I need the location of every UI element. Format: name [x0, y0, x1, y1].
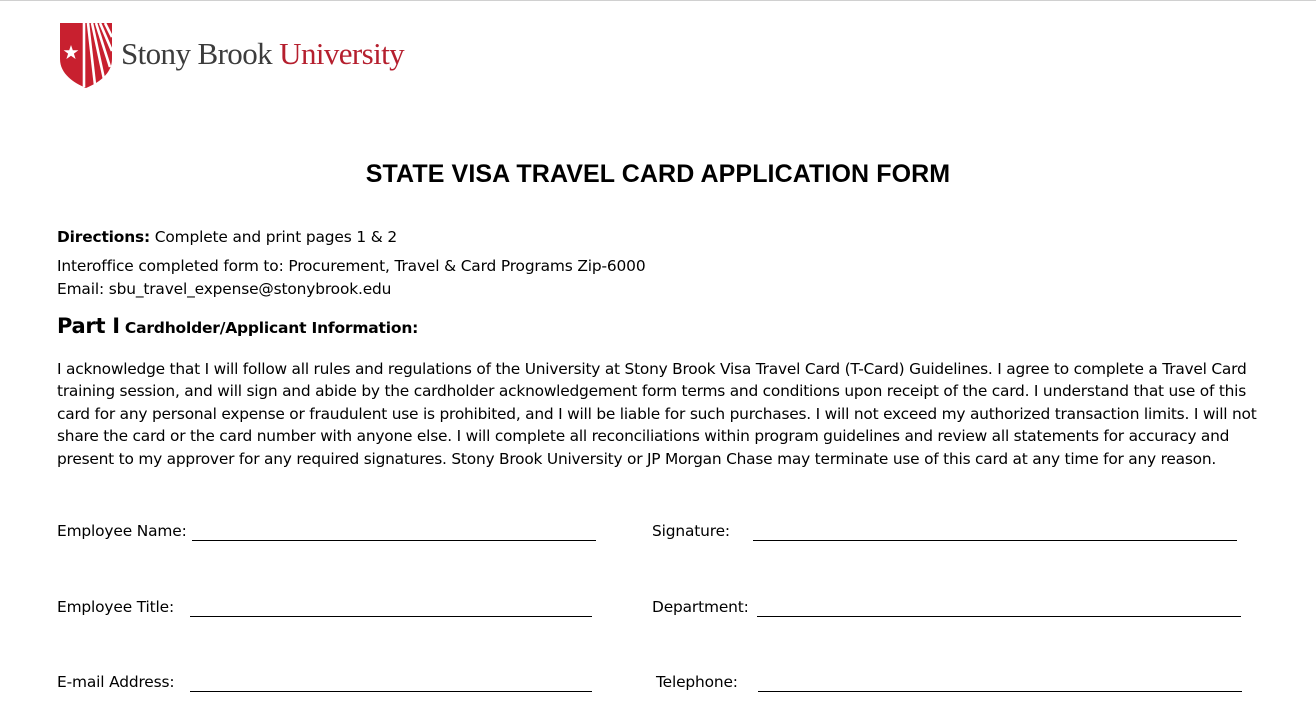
part-title: Cardholder/Applicant Information:: [119, 319, 419, 337]
directions-label: Directions:: [57, 228, 151, 246]
acknowledgement-line: share the card or the card number with anyone else. I will complete all reconciliations within program guidelines and review all statements for accuracy and: [57, 427, 1230, 446]
logo-text-primary: Stony Brook: [121, 36, 273, 71]
star-shield-icon: [58, 21, 114, 89]
contact-email: Email: sbu_travel_expense@stonybrook.edu: [57, 280, 392, 298]
university-logo: [58, 20, 404, 90]
acknowledgement-line: present to my approver for any required signatures. Stony Brook University or JP Morgan Chase may terminate use of this card at any time for any reason.: [57, 449, 1217, 468]
employee-name-field[interactable]: [192, 540, 596, 541]
acknowledgement-line: card for any personal expense or fraudulent use is prohibited, and I will be liable for such purchases. I will not exceed my authorized transaction limits. I will not: [57, 404, 1257, 423]
employee-title-label: Employee Title:: [57, 598, 175, 616]
signature-field[interactable]: [753, 540, 1237, 541]
telephone-field[interactable]: [758, 691, 1242, 692]
part-heading: [57, 314, 418, 338]
page-top-border: [0, 0, 1316, 1]
signature-label: Signature:: [652, 522, 730, 540]
email-address-field[interactable]: [190, 691, 592, 692]
logo-text-accent: University: [279, 36, 405, 71]
employee-title-field[interactable]: [190, 616, 592, 617]
acknowledgement-line: training session, and will sign and abide by the cardholder acknowledgement form terms and conditions upon receipt of the card. I understand that use of this: [57, 382, 1247, 401]
acknowledgement-line: I acknowledge that I will follow all rules and regulations of the University at Stony Brook Visa Travel Card (T-Card) Guidelines. I agree to complete a Travel Card: [57, 360, 1247, 378]
part-number: Part I: [57, 314, 120, 338]
department-field[interactable]: [757, 616, 1241, 617]
acknowledgement-paragraph: [57, 358, 1257, 470]
employee-name-label: Employee Name:: [57, 522, 187, 540]
form-title: STATE VISA TRAVEL CARD APPLICATION FORM: [365, 160, 951, 188]
logo-wordmark: [121, 36, 404, 72]
email-address-label: E-mail Address:: [57, 673, 175, 691]
directions-text: Complete and print pages 1 & 2: [150, 228, 397, 246]
interoffice-instructions: Interoffice completed form to: Procurement, Travel & Card Programs Zip-6000: [57, 257, 646, 275]
directions: [57, 228, 397, 246]
department-label: Department:: [652, 598, 749, 616]
telephone-label: Telephone:: [656, 673, 738, 691]
